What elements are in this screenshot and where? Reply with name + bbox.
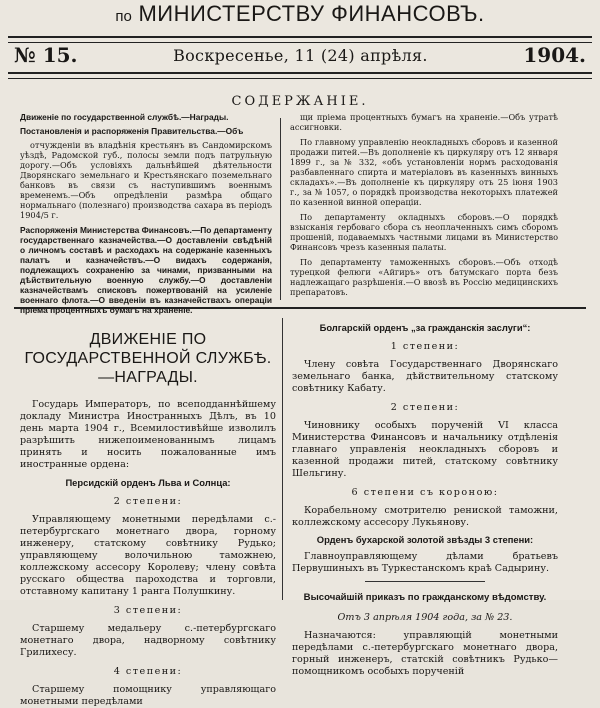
award-paragraph: Старшему помощнику управляющаго монетными передѣлами (20, 684, 276, 707)
contents-item: Движеніе по государственной службѣ.—Награды. (20, 112, 229, 122)
masthead-prefix: по (115, 8, 132, 25)
contents-item: Распоряженія Министерства Финансовъ.—По департаменту государственнаго казначейства.—О доставленіи свѣдѣній о личномъ составѣ и расходахъ на содержаніе казенныхъ палатъ и казначействъ.—О видахъ содержанія, подлежащихъ сохраненію за чинами, призванными на дѣйствительную военную службу.—О доставленіи казначействамъ списковъ пожертвованій на усиленіе военнаго флота.—О введеніи въ казначействахъ операціи пріема процентныхъ бумагъ на храненіе. (20, 225, 272, 315)
award-paragraph: Главноуправляющему дѣлами братьевъ Первушиныхъ въ Туркестанскомъ краѣ Садырину. (292, 551, 558, 574)
masthead-title: МИНИСТЕРСТВУ ФИНАНСОВЪ. (138, 1, 485, 26)
award-paragraph: Корабельному смотрителю ренискoй таможни, коллежскому ассесору Лукьянову. (292, 505, 558, 528)
degree-label: 2 степени: (113, 496, 183, 507)
contents-item: Постановленія и распоряженія Правительства.—Объ (20, 126, 244, 136)
section-rule (14, 307, 586, 309)
degree-label: 1 степени: (390, 341, 460, 352)
degree-label: 4 степени: (113, 666, 183, 677)
contents-item: щи пріема процентныхъ бумагъ на храненіе.—Объ утратѣ ассигновки. (290, 112, 558, 132)
degree-label: 6 степени съ короною: (351, 487, 499, 498)
issue-date: Воскресенье, 11 (24) апрѣля. (173, 45, 428, 65)
award-paragraph: Члену совѣта Государственнаго Дворянскаго земельнаго банка, дѣйствительному статскому совѣтнику Кабату. (292, 359, 558, 394)
header-rule-bottom (8, 72, 592, 79)
decree-heading: Высочайшій приказъ по гражданскому вѣдомству. (303, 592, 547, 603)
decree-paragraph: Назначаются: управляющій монетными передѣлами с.-петербургскаго монетнаго двора, горный инженеръ, статскій совѣтникъ Рудько—помощникомъ особыхъ порученій (292, 630, 558, 677)
decree-date: Отъ 3 апрѣля 1904 года, за № 23. (337, 612, 513, 623)
contents-divider (280, 118, 281, 300)
intro-paragraph: Государь Императоръ, по всеподданнѣйшему докладу Министра Иностранныхъ Дѣлъ, въ 10 день марта 1904 г., Всемилостивѣйше изволилъ разрѣшить нижепоименованнымъ лицамъ принять и носить пожалованные имъ иностранные ордена: (20, 399, 276, 470)
contents-item: отчужденіи въ владѣнія крестьянъ въ Сандомирскомъ уѣздѣ, Радомской губ., полосы земли подъ патрульную дорогу.—Объ условіяхъ дальнѣйшей дѣятельности Дворянскаго земельнаго и Крестьянскаго поземельнаго банковъ въ связи съ наступившимъ военнымъ временемъ.—Объ опредѣленіи размѣра общаго нормальнаго (полезнаго) производства сахара въ періодъ 1904/5 г. (20, 140, 272, 220)
section-heading: ДВИЖЕНІЕ ПО ГОСУДАРСТВЕННОЙ СЛУЖБѢ.—НАГРАДЫ. (24, 331, 272, 386)
order-title: Болгарскій орденъ „за гражданскія заслуги“: (319, 322, 531, 333)
masthead (0, 0, 600, 28)
award-paragraph: Чиновнику особыхъ порученій VI класса Министерства Финансовъ и начальнику отдѣленія главнаго управленія неокладныхъ сборовъ и казенной продажи питей, статскому совѣтнику Шельгину. (292, 420, 558, 479)
award-paragraph: Старшему медальеру с.-петербургскаго монетнаго двора, надворному совѣтнику Грилихесу. (20, 623, 276, 658)
issue-number: № 15. (14, 43, 78, 67)
contents-title: СОДЕРЖАНІЕ. (231, 94, 369, 109)
award-paragraph: Управляющему монетными передѣлами с.-петербургскаго монетнаго двора, горному инженеру, статскому совѣтнику Рудько; управляющему волочильною таможнею, коллежскому ассесору Королеву; члену совѣта русскаго общества пароходства и торговли, отставному капитану 1 ранга Полушкину. (20, 514, 276, 597)
article-left-column (20, 330, 276, 707)
article-right-column (292, 322, 558, 677)
issue-bar (14, 42, 586, 68)
degree-label: 3 степени: (113, 605, 183, 616)
contents-item: По департаменту таможенныхъ сборовъ.—Объ отходѣ турецкой фелюги «Айгиръ» отъ батумскаго порта безъ надлежащаго разрѣшенія.—О ввозѣ въ Россію медицинскихъ препаратовъ. (290, 257, 558, 297)
issue-year: 1904. (523, 43, 586, 67)
order-title: Персидскій орденъ Льва и Солнца: (65, 477, 231, 488)
column-divider (282, 318, 283, 600)
order-title: Орденъ бухарской золотой звѣзды 3 степени: (316, 534, 534, 545)
contents-left-column (20, 112, 272, 315)
contents-item: По главному управленію неокладныхъ сборовъ и казенной продажи питей.—Въ дополненіе къ циркуляру отъ 12 января 1899 г., за № 332, «объ установленіи нормъ расходованія разбавленнаго спирта и матеріаловъ въ казенныхъ винныхъ складахъ».—Въ дополненіе къ циркуляру отъ 25 іюня 1903 г., за № 1057, о порядкѣ производства некоторыхъ платежей по казенной винной операціи. (290, 137, 558, 207)
contents-right-column (290, 112, 558, 302)
degree-label: 2 степени: (390, 402, 460, 413)
divider (365, 581, 485, 582)
contents-item: По департаменту окладныхъ сборовъ.—О порядкѣ взысканія гербоваго сбора съ неоплаченныхъ симъ сборомъ прошеній, подаваемыхъ частными лицами въ Министерство Финансовъ чрезъ казенныя палаты. (290, 212, 558, 252)
